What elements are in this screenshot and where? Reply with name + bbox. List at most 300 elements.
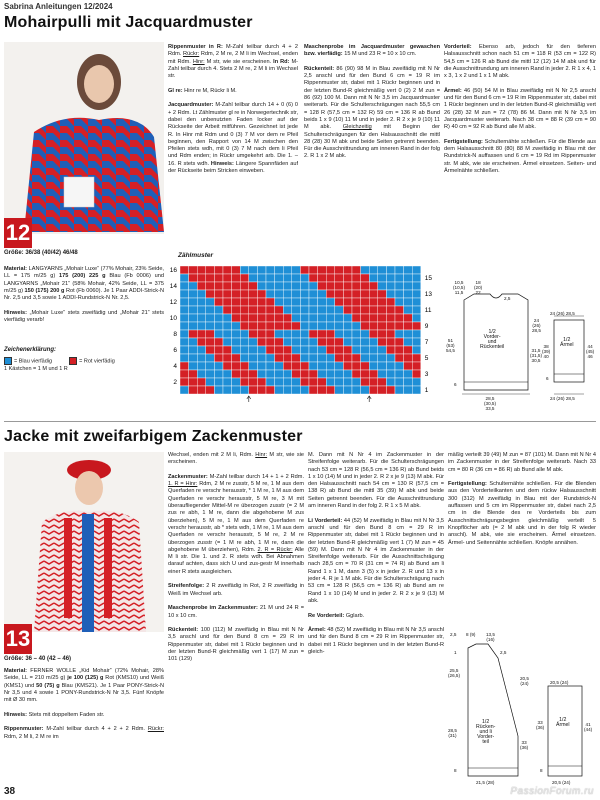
chart-cell <box>240 282 249 290</box>
chart-cell <box>292 266 301 274</box>
chart-cell <box>352 330 361 338</box>
chart-cell <box>283 298 292 306</box>
chart-cell <box>197 378 206 386</box>
chart-cell <box>275 386 284 394</box>
chart-cell <box>326 386 335 394</box>
schem1-sleeve-bottom: 24 (26) 28,5 <box>550 396 575 401</box>
chart-cell <box>275 346 284 354</box>
chart-cell <box>283 386 292 394</box>
chart-cell <box>404 266 413 274</box>
chart-cell <box>335 354 344 362</box>
schem1-label: 1/2 Vorder- und Rückenteil <box>480 329 505 350</box>
chart-cell <box>395 354 404 362</box>
chart-cell <box>292 314 301 322</box>
chart-cell <box>240 306 249 314</box>
chart-cell <box>412 266 421 274</box>
chart-cell <box>283 322 292 330</box>
section2-title: Jacke mit zweifarbigem Zackenmuster <box>4 428 303 445</box>
chart-cell <box>300 306 309 314</box>
chart-cell <box>404 290 413 298</box>
chart-cell <box>240 386 249 394</box>
chart-cell <box>300 266 309 274</box>
chart-cell <box>214 386 223 394</box>
chart-cell <box>300 274 309 282</box>
chart-cell <box>369 346 378 354</box>
chart-cell <box>180 354 189 362</box>
chart-cell <box>223 282 232 290</box>
chart-cell <box>395 378 404 386</box>
chart-cell <box>361 322 370 330</box>
chart-cell <box>232 354 241 362</box>
chart-cell <box>257 346 266 354</box>
chart-cell <box>223 290 232 298</box>
chart-cell <box>275 338 284 346</box>
chart-cell <box>300 354 309 362</box>
chart-cell <box>275 290 284 298</box>
chart-cell <box>386 274 395 282</box>
chart-cell <box>335 338 344 346</box>
chart-cell <box>309 298 318 306</box>
chart-cell <box>335 370 344 378</box>
chart-cell <box>386 362 395 370</box>
chart-cell <box>292 274 301 282</box>
sweater-photo <box>4 42 164 234</box>
chart-cell <box>318 338 327 346</box>
chart-cell <box>214 298 223 306</box>
chart-cell <box>395 274 404 282</box>
chart-cell <box>214 370 223 378</box>
chart-cell <box>180 298 189 306</box>
schem2-h6: 33 (36) <box>520 740 529 750</box>
chart-cell <box>283 378 292 386</box>
chart-cell <box>318 282 327 290</box>
chart-cell <box>395 370 404 378</box>
chart-cell <box>249 354 258 362</box>
schem2-h3: 28,5 (31) <box>448 728 457 738</box>
chart-cell <box>292 346 301 354</box>
chart-cell <box>292 298 301 306</box>
chart-cell <box>309 330 318 338</box>
chart-cell <box>223 298 232 306</box>
chart-cell <box>197 290 206 298</box>
chart-cell <box>352 274 361 282</box>
chart-cell <box>240 346 249 354</box>
chart-cell <box>249 386 258 394</box>
schem2-sleeve-bottom: 20,5 (24) <box>552 780 571 785</box>
chart-cell <box>352 298 361 306</box>
section2-sizes: Größe: 36 – 40 (42 – 46) <box>4 656 72 662</box>
magazine-header: Sabrina Anleitungen 12/2024 <box>4 2 113 11</box>
chart-cell <box>197 370 206 378</box>
chart-cell <box>378 266 387 274</box>
chart-cell <box>361 386 370 394</box>
chart-row-label-left: 10 <box>169 315 177 322</box>
chart-cell <box>369 306 378 314</box>
chart-cell <box>223 370 232 378</box>
chart-repeat-arrow <box>247 396 251 402</box>
chart-cell <box>232 314 241 322</box>
chart-cell <box>257 274 266 282</box>
chart-cell <box>283 362 292 370</box>
chart-cell <box>361 346 370 354</box>
chart-cell <box>232 346 241 354</box>
chart-cell <box>404 306 413 314</box>
chart-cell <box>361 306 370 314</box>
chart-cell <box>378 298 387 306</box>
chart-row-label-right: 11 <box>424 307 432 314</box>
chart-cell <box>275 282 284 290</box>
chart-cell <box>343 354 352 362</box>
chart-cell <box>395 282 404 290</box>
chart-cell <box>232 298 241 306</box>
chart-cell <box>266 338 275 346</box>
chart-cell <box>232 378 241 386</box>
chart-cell <box>369 386 378 394</box>
chart-cell <box>206 346 215 354</box>
section1-sizes: Größe: 36/38 (40/42) 46/48 <box>4 250 78 256</box>
chart-cell <box>180 370 189 378</box>
chart-cell <box>283 266 292 274</box>
chart-cell <box>335 386 344 394</box>
chart-cell <box>206 378 215 386</box>
chart-cell <box>232 330 241 338</box>
schem1-sleeve-bund: 6 <box>546 376 549 381</box>
chart-cell <box>404 298 413 306</box>
chart-row-label-right: 5 <box>424 355 429 362</box>
chart-cell <box>300 346 309 354</box>
chart-cell <box>326 362 335 370</box>
chart-cell <box>386 322 395 330</box>
chart-cell <box>378 370 387 378</box>
chart-cell <box>283 282 292 290</box>
chart-cell <box>369 330 378 338</box>
chart-cell <box>386 354 395 362</box>
chart-cell <box>292 362 301 370</box>
chart-cell <box>326 290 335 298</box>
chart-cell <box>318 346 327 354</box>
chart-cell <box>335 330 344 338</box>
chart-cell <box>404 338 413 346</box>
chart-cell <box>180 314 189 322</box>
chart-cell <box>352 354 361 362</box>
chart-cell <box>223 314 232 322</box>
chart-cell <box>197 274 206 282</box>
legend-blue-swatch <box>4 357 12 365</box>
chart-cell <box>257 354 266 362</box>
chart-cell <box>240 298 249 306</box>
chart-cell <box>386 346 395 354</box>
schematic-sweater <box>444 278 596 418</box>
chart-cell <box>214 346 223 354</box>
chart-cell <box>292 386 301 394</box>
chart-cell <box>189 330 198 338</box>
legend-red-swatch <box>69 357 77 365</box>
chart-cell <box>326 314 335 322</box>
chart-cell <box>223 330 232 338</box>
chart-cell <box>404 370 413 378</box>
chart-cell <box>180 378 189 386</box>
chart-cell <box>257 378 266 386</box>
chart-cell <box>369 370 378 378</box>
chart-cell <box>206 290 215 298</box>
chart-cell <box>189 322 198 330</box>
chart-cell <box>326 282 335 290</box>
chart-cell <box>318 370 327 378</box>
chart-cell <box>214 282 223 290</box>
chart-cell <box>257 322 266 330</box>
chart-cell <box>232 322 241 330</box>
chart-cell <box>275 314 284 322</box>
chart-cell <box>318 322 327 330</box>
chart-cell <box>275 370 284 378</box>
chart-cell <box>206 322 215 330</box>
chart-cell <box>309 266 318 274</box>
schem2-h5: 20,5 (24) <box>520 676 529 686</box>
chart-cell <box>206 330 215 338</box>
chart-cell <box>318 306 327 314</box>
chart-cell <box>343 322 352 330</box>
schem2-sleeve-h: 41 (44) <box>584 722 593 732</box>
chart-cell <box>206 370 215 378</box>
chart-cell <box>309 338 318 346</box>
chart-cell <box>395 290 404 298</box>
chart-cell <box>343 314 352 322</box>
chart-cell <box>232 266 241 274</box>
chart-cell <box>240 330 249 338</box>
chart-cell <box>378 290 387 298</box>
chart-cell <box>275 362 284 370</box>
chart-cell <box>412 274 421 282</box>
chart-cell <box>232 338 241 346</box>
chart-cell <box>266 266 275 274</box>
schem2-top-b: 8 (9) <box>466 632 476 637</box>
chart-cell <box>378 386 387 394</box>
watermark: PassionForum.ru <box>510 786 594 797</box>
chart-row-label-left: 16 <box>169 267 177 274</box>
legend-red-label: = Rot vierfädig <box>79 358 115 365</box>
chart-cell <box>300 298 309 306</box>
chart-cell <box>326 322 335 330</box>
chart-cell <box>275 330 284 338</box>
chart-cell <box>309 362 318 370</box>
chart-cell <box>206 282 215 290</box>
chart-cell <box>206 338 215 346</box>
chart-cell <box>395 306 404 314</box>
chart-cell <box>352 338 361 346</box>
chart-cell <box>318 290 327 298</box>
chart-cell <box>352 370 361 378</box>
chart-cell <box>214 290 223 298</box>
chart-cell <box>232 386 241 394</box>
schem2-label: 1/2 Rücken- und li Vorder- teil <box>476 719 496 745</box>
chart-cell <box>189 370 198 378</box>
chart-cell <box>266 330 275 338</box>
chart-cell <box>361 370 370 378</box>
chart-cell <box>318 266 327 274</box>
chart-cell <box>343 346 352 354</box>
chart-cell <box>343 298 352 306</box>
chart-cell <box>309 322 318 330</box>
chart-cell <box>292 322 301 330</box>
chart-cell <box>232 274 241 282</box>
chart-cell <box>257 314 266 322</box>
schem2-h4: 8 <box>454 768 457 773</box>
chart-cell <box>326 346 335 354</box>
chart-cell <box>180 322 189 330</box>
chart-cell <box>386 298 395 306</box>
chart-cell <box>369 290 378 298</box>
schem1-width: 28,5 (30,5) 33,5 <box>484 396 497 411</box>
chart-cell <box>283 354 292 362</box>
chart-cell <box>189 274 198 282</box>
schem2-sleeve-bund: 8 <box>540 768 543 773</box>
schem2-h1: 1 <box>454 650 457 655</box>
page-number: 38 <box>4 786 16 797</box>
chart-cell <box>189 354 198 362</box>
chart-cell <box>352 362 361 370</box>
chart-cell <box>266 306 275 314</box>
chart-cell <box>404 314 413 322</box>
chart-cell <box>369 378 378 386</box>
chart-cell <box>378 330 387 338</box>
chart-cell <box>343 266 352 274</box>
chart-cell <box>189 346 198 354</box>
chart-cell <box>386 314 395 322</box>
chart-cell <box>223 354 232 362</box>
chart-cell <box>197 354 206 362</box>
chart-cell <box>326 306 335 314</box>
chart-cell <box>197 330 206 338</box>
chart-cell <box>343 282 352 290</box>
chart-cell <box>352 386 361 394</box>
chart-cell <box>361 290 370 298</box>
chart-cell <box>300 338 309 346</box>
chart-cell <box>197 266 206 274</box>
chart-row-label-left: 8 <box>173 331 177 338</box>
chart-cell <box>197 282 206 290</box>
chart-cell <box>223 362 232 370</box>
chart-cell <box>206 386 215 394</box>
chart-row-label-right: 1 <box>424 387 429 394</box>
chart-cell <box>240 354 249 362</box>
chart-cell <box>378 274 387 282</box>
chart-cell <box>326 378 335 386</box>
chart-cell <box>240 362 249 370</box>
schematic-jacket <box>448 628 600 788</box>
section2-col4: mäßig verteilt 39 (49) M zun = 87 (101) M. Dann mit N Nr 4 im Zackenmuster in der Streifenfolge weiterarb. Nach 33 cm = 80 R (36 cm = 86 R) ab Bund alle M abk. Fertigstellung: Schulternähte schließen. Für die Blenden aus den Vorderteilkanten und dem rückw Halsausschnitt 300 (312) M zweifädig in Blau mit der Rundstrick-N auffassen und 5 cm im Rippenmuster str, dabei nach 2,5 cm in die Blende des re Vorderteils bis zum Ausschnittschrägungsbeginn gleichmäßig verteilt 5 Knopflöcher arb (= 2 M abk und in der folg R wieder anschl). M abk, wie sie erscheinen. Ärmel einsetzen. Ärmel- und Seitennähte schließen. Knöpfe annähen. <box>448 452 596 546</box>
schem2-shoulder-r: 2,5 <box>500 650 507 655</box>
legend <box>4 357 174 365</box>
chart-cell <box>206 298 215 306</box>
chart-cell <box>395 298 404 306</box>
chart-cell <box>335 266 344 274</box>
chart-cell <box>249 306 258 314</box>
chart-cell <box>326 354 335 362</box>
schem2-width: 21,5 (28) <box>476 780 495 785</box>
chart-cell <box>189 314 198 322</box>
chart-cell <box>214 354 223 362</box>
section2-col1: Material: FERNER WOLLE „Kid Mohair“ (72% Mohair, 28% Seide, LL = 210 m/25 g) je 100 (125) g Rot (KMS10) und Weiß (KMS1) und 50 (75) g Blau (KMS21). Je 1 Paar PONY-Strick-N Nr 3,5 und 4 sowie 1 PONY-Rundstrick-N Nr 3,5. Fünf Knöpfe mit Ø 30 mm. Hinweis: Stets mit doppeltem Faden str. Rippenmuster: M-Zahl teilbar durch 4 + 2 + 2 Rdm. Rückr: Rdm, 2 M li, 2 M re im <box>4 668 164 740</box>
schem2-sleeve-len: 33 (36) <box>536 720 545 730</box>
chart-cell <box>197 386 206 394</box>
schem1-height: 51 (53) 54,5 <box>446 338 455 353</box>
chart-cell <box>378 306 387 314</box>
chart-cell <box>309 378 318 386</box>
chart-row-label-left: 2 <box>173 379 177 386</box>
chart-cell <box>343 338 352 346</box>
chart-cell <box>180 386 189 394</box>
pattern-number-13: 13 <box>4 624 32 654</box>
chart-cell <box>266 298 275 306</box>
schem1-body-lower: 31,5 (31,5) 30,5 <box>530 348 543 363</box>
chart-cell <box>369 354 378 362</box>
chart-cell <box>369 322 378 330</box>
chart-cell <box>343 330 352 338</box>
schem1-bund: 6 <box>454 382 457 387</box>
chart-cell <box>266 378 275 386</box>
chart-cell <box>412 386 421 394</box>
chart-cell <box>266 346 275 354</box>
chart-cell <box>257 370 266 378</box>
chart-cell <box>352 266 361 274</box>
schem2-top-a: 2,5 <box>450 632 457 637</box>
chart-cell <box>386 378 395 386</box>
chart-cell <box>343 274 352 282</box>
chart-cell <box>266 322 275 330</box>
chart-cell <box>240 314 249 322</box>
chart-cell <box>326 330 335 338</box>
chart-cell <box>180 274 189 282</box>
chart-cell <box>292 330 301 338</box>
chart-cell <box>275 322 284 330</box>
chart-cell <box>404 322 413 330</box>
chart-cell <box>300 282 309 290</box>
chart-cell <box>395 266 404 274</box>
legend-title: Zeichenerklärung: <box>4 347 57 353</box>
chart-cell <box>189 306 198 314</box>
chart-repeat-arrow <box>367 396 371 402</box>
chart-cell <box>275 298 284 306</box>
chart-cell <box>197 314 206 322</box>
schem2-h2: 25,5 (26,5) <box>448 668 461 678</box>
chart-row-label-left: 14 <box>169 283 177 290</box>
chart-cell <box>412 282 421 290</box>
chart-cell <box>309 306 318 314</box>
chart-cell <box>343 306 352 314</box>
chart-cell <box>412 306 421 314</box>
chart-cell <box>283 330 292 338</box>
chart-cell <box>300 386 309 394</box>
chart-cell <box>275 274 284 282</box>
chart-cell <box>197 362 206 370</box>
chart-cell <box>206 362 215 370</box>
schem1-neckdepth: 18 (20) 22 <box>474 280 483 295</box>
chart-cell <box>189 338 198 346</box>
section2-col2: Wechsel, enden mit 2 M li, Rdm. Hinr: M str, wie sie erscheinen. Zackenmuster: M-Zahl teilbar durch 14 + 1 + 2 Rdm. 1. R = Hinr: Rdm, 2 M re zusstr, 5 M re, 1 M aus dem Querfaden re verschr herausstr, * 1 M re, 1 M aus dem Querfaden re verschr herausstr, 5 M re, 3 M mit überaufliegender Mittel-M re überzogen zusstr (= 2 M zus re abh, 1 M re, dann die abgehobene M zus überziehen), 5 M re, 1 M aus dem Querfaden re verschr herausstr, ab * stets wdh, 1 M re, 1 M aus dem Querfaden re verschr herausstr, 5 M re, 2 M re überzogen zusstr (= 1 M re abh, 1 M re, dann die abgehobene M überziehen), Rdm. 2. R = Rückr: Alle M li str. Die 1. und 2. R stets wdh. Bei Abnahmen darauf achten, dass sich U und zus-gestr M innerhalb einer R stets ausgleichen. Streifenfolge: 2 R zweifädig in Rot, 2 R zweifädig in Weiß im Wechsel arb. Maschenprobe im Zackenmuster: 21 M und 24 R = 10 x 10 cm. Rückenteil: 100 (112) M zweifädig in Blau mit N Nr 3,5 anschl und für den Bund 8 cm = 29 R im Rippenmuster str, dabei mit 1 Rückr beginnen und in der letzten Bund-R gleichmäßig vert 1 (17) M zun = 101 (129) <box>168 452 304 663</box>
chart-cell <box>404 378 413 386</box>
chart-cell <box>378 354 387 362</box>
chart-row-label-right: 3 <box>424 371 429 378</box>
schem1-body-upper: 24 (26) 28,5 <box>532 318 541 333</box>
chart-cell <box>206 306 215 314</box>
chart-cell <box>223 338 232 346</box>
schem2-sleeve-label: 1/2 Ärmel <box>556 717 570 728</box>
chart-cell <box>266 314 275 322</box>
chart-cell <box>352 282 361 290</box>
chart-cell <box>343 370 352 378</box>
chart-cell <box>232 306 241 314</box>
chart-cell <box>257 290 266 298</box>
